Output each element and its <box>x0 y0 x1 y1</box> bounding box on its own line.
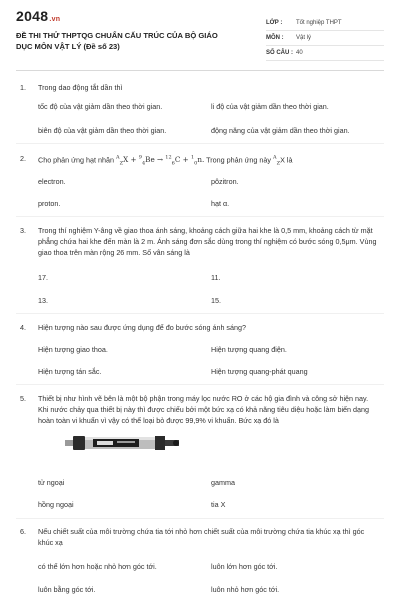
uv-sterilizer-image <box>63 432 183 454</box>
question-stem: Thiết bị như hình vẽ bên là một bộ phận trong máy lọc nước RO ở các hộ gia đình và công sở hiện nay. Khi nước chảy qua thiết bị này thì được chiếu bởi một bức xạ có khả năng tiêu diệu hoặc làm biến dạng hoàn toàn vi khuẩn vì vậy có thể loại bỏ được 99,9% vi khuẩn. Bức xạ đó là <box>38 394 370 425</box>
question-number: 5. <box>20 394 26 403</box>
option-a[interactable]: electron. <box>38 177 66 186</box>
meta-key: SỐ CÂU : <box>266 50 293 56</box>
question-stem: Nếu chiết suất của môi trường chứa tia tới nhỏ hơn chiết suất của môi trường chứa tia khúc xạ thì góc khúc xạ <box>38 527 365 547</box>
meta-row-subject <box>266 31 384 46</box>
question-separator <box>16 313 384 314</box>
question-separator <box>16 216 384 217</box>
option-c[interactable]: proton. <box>38 199 61 208</box>
meta-value: 40 <box>296 50 303 56</box>
exam-title: ĐỀ THI THỬ THPTQG CHUẨN CẤU TRÚC CỦA BỘ GIÁO DỤC MÔN VẬT LÝ (Đề số 23) <box>16 31 218 51</box>
stem-text-before: Cho phản ứng hạt nhân <box>38 155 114 165</box>
option-a[interactable]: Hiện tượng giao thoa. <box>38 345 108 354</box>
option-d[interactable]: tia X <box>211 500 226 509</box>
site-logo[interactable] <box>16 8 60 24</box>
option-c[interactable]: luôn bằng góc tới. <box>38 585 96 594</box>
option-b[interactable]: luôn lớn hơn góc tới. <box>211 562 278 571</box>
meta-key: LỚP : <box>266 20 283 26</box>
option-b[interactable]: li độ của vật giảm dần theo thời gian. <box>211 102 329 111</box>
question-separator <box>16 518 384 519</box>
option-d[interactable]: hạt α. <box>211 199 230 208</box>
meta-value: Tốt nghiệp THPT <box>296 20 342 26</box>
reaction-equation: $^A_Z$X + $^9_4$Be → $^{12}_6$C + $^1_0$n. <box>115 155 205 167</box>
meta-row-count <box>266 46 384 61</box>
exam-meta <box>266 16 384 61</box>
option-a[interactable]: tử ngoại <box>38 478 65 487</box>
logo-main: 2048 <box>16 8 49 24</box>
option-d[interactable]: luôn nhỏ hơn góc tới. <box>211 585 280 594</box>
option-a[interactable]: 17. <box>38 273 48 282</box>
question-stem <box>38 153 378 170</box>
option-c[interactable]: hồng ngoại <box>38 500 74 509</box>
option-d[interactable]: động năng của vật giảm dần theo thời gian. <box>211 126 350 135</box>
option-b[interactable]: Hiện tượng quang điện. <box>211 345 287 354</box>
option-d[interactable]: 15. <box>211 296 221 305</box>
option-d[interactable]: Hiện tượng quang-phát quang <box>211 367 308 376</box>
question-number: 2. <box>20 154 26 163</box>
question-number: 6. <box>20 527 26 536</box>
question-separator <box>16 143 384 144</box>
meta-row-class <box>266 16 384 31</box>
option-a[interactable]: tốc độ của vật giảm dần theo thời gian. <box>38 102 163 111</box>
option-b[interactable]: pôzitron. <box>211 177 239 186</box>
stem-text-after: Trong phản ứng này <box>206 155 272 165</box>
question-stem: Trong thí nghiệm Y-âng về giao thoa ánh sáng, khoảng cách giữa hai khe là 0,5 mm, khoảng cách từ mặt phẳng chứa hai khe đến màn là 2 m. Ánh sáng đơn sắc dùng trong thí nghiệm có bước sóng 0,5μm. Vùng giao thoa trên màn rộng 26 mm. Số vân sáng là <box>38 226 377 257</box>
question-stem: Hiện tượng nào sau được ứng dụng để đo bước sóng ánh sáng? <box>38 323 247 332</box>
question-number: 1. <box>20 83 26 92</box>
option-c[interactable]: Hiện tượng tán sắc. <box>38 367 102 376</box>
meta-key: MÔN : <box>266 35 284 41</box>
option-a[interactable]: có thể lớn hơn hoặc nhỏ hơn góc tới. <box>38 562 157 571</box>
logo-suffix: .vn <box>49 16 61 23</box>
option-b[interactable]: 11. <box>211 273 221 282</box>
option-c[interactable]: biên độ của vật giảm dần theo thời gian. <box>38 126 167 135</box>
question-separator <box>16 384 384 385</box>
meta-value: Vật lý <box>296 35 312 41</box>
option-b[interactable]: gamma <box>211 478 235 487</box>
question-number: 4. <box>20 323 26 332</box>
question-number: 3. <box>20 226 26 235</box>
option-c[interactable]: 13. <box>38 296 48 305</box>
nuclide-symbol: $^A_Z$ <box>273 155 281 167</box>
question-stem: Trong dao động tắt dần thì <box>38 83 123 92</box>
stem-text-end: X là <box>280 155 293 165</box>
header-divider <box>16 70 384 71</box>
exam-header <box>16 8 384 68</box>
